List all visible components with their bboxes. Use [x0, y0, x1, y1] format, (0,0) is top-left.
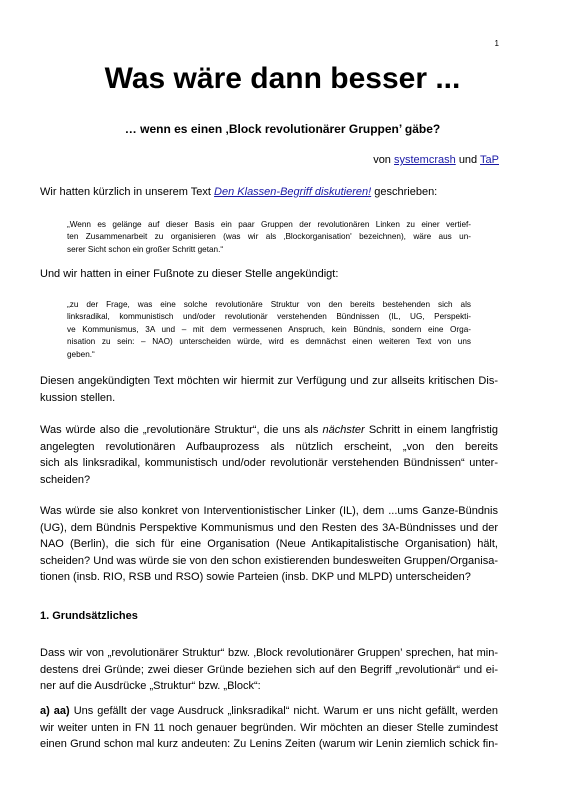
konkret-line: (UG), dem Bündnis Perspektive Kommunismus und den Resten des 3A-Bündnisses und der	[40, 521, 498, 534]
intro-paragraph	[40, 184, 498, 201]
announce-line: kussion stellen.	[40, 391, 116, 404]
struktur-line-1	[40, 422, 498, 439]
announce-paragraph	[40, 373, 498, 406]
quote-1	[67, 219, 471, 256]
quote-2-line: geben.“	[67, 349, 95, 359]
intro-text-after: geschrieben:	[374, 186, 438, 198]
struktur-paragraph	[40, 422, 498, 488]
footnote-paragraph: Und wir hatten in einer Fußnote zu dieser Stelle angekündigt:	[40, 268, 339, 280]
quote-1-line: „Wenn es gelänge auf dieser Basis ein paar Gruppen der revolutionären Linken zu einer vertief-	[67, 220, 471, 229]
gruende-line: Dass wir von „revolutionärer Struktur“ bzw. ‚Block revolutionärer Gruppen’ sprechen, hat min-	[40, 647, 498, 659]
intro-text-before: Wir hatten kürzlich in unserem Text	[40, 186, 211, 198]
section-heading-grundsaetzliches: 1. Grundsätzliches	[40, 610, 138, 622]
byline	[373, 154, 499, 166]
announce-line: Diesen angekündigten Text möchten wir hiermit zur Verfügung und zur allseits kritischen Dis-	[40, 375, 498, 387]
struktur-line-3: sich als linksradikal, kommunistisch und/oder revolutionär verstehenden Bündnissen“ unter-	[40, 457, 498, 469]
quote-2	[67, 299, 471, 361]
quote-1-line: serer Sicht schon ein großer Schritt getan.“	[67, 244, 224, 254]
emphasis-naechster: nächster	[322, 424, 365, 436]
subtitle: … wenn es einen ‚Block revolutionärer Gruppen’ gäbe?	[124, 122, 441, 136]
aa-line-2: wir weiter unten in FN 11 noch genauer begründen. Wir möchten an dieser Stelle zumindest	[40, 721, 498, 734]
page-number: 1	[494, 39, 499, 48]
author-link-tap[interactable]: TaP	[480, 154, 499, 166]
aa-line-3: einen Grund schon mal kurz andeuten: Zu Lenins Zeiten (warum wir Lenin ziemlich schick fin-	[40, 738, 498, 750]
gruende-paragraph	[40, 645, 498, 695]
page-title: Was wäre dann besser ...	[104, 62, 461, 95]
quote-2-line: nisation zu sein: – NAO) unterscheiden würde, wird es demnächst einen weiteren Text von uns	[67, 337, 471, 347]
aa-text-1: Uns gefällt der vage Ausdruck „linksradikal“ nicht. Warum er uns nicht gefällt, werden	[73, 705, 498, 717]
konkret-line: scheiden? Und was würde sie von den schon existierenden bundesweiten Gruppen/Organisa-	[40, 554, 498, 567]
quote-2-line: „zu der Frage, was eine solche revolutionäre Struktur von den bereits bestehenden sich als	[67, 300, 471, 309]
struktur-line-2: angelegten revolutionären Aufbauprozess als nützlich erscheint, „von den bereits	[40, 440, 498, 453]
article-link[interactable]: Den Klassen-Begriff diskutieren!	[214, 186, 372, 198]
konkret-line: NAO (Berlin), die sich für eine Organisation (Neue Antikapitalistische Organisation) hält,	[40, 538, 498, 550]
struktur-text-b: Schritt in einem langfristig	[368, 424, 498, 436]
konkret-line: tionen (insb. RIO, RSB und RSO) sowie Parteien (insb. DKP und MLPD) unterscheiden?	[40, 571, 471, 583]
struktur-line-4: scheiden?	[40, 473, 91, 486]
author-link-systemcrash[interactable]: systemcrash	[394, 154, 456, 166]
konkret-line: Was würde sie also konkret von Interventionistischer Linker (IL), dem ...ums Ganze-Bündnis	[40, 505, 498, 517]
aa-line-1	[40, 703, 498, 720]
aa-paragraph	[40, 703, 498, 753]
struktur-text-a: Was würde also die „revolutionäre Struktur“, die uns als	[40, 424, 319, 436]
byline-conjunction: und	[458, 154, 478, 166]
konkret-paragraph	[40, 503, 498, 586]
quote-2-line: ve Kommunismus, 3A und – mit dem vermessenen Anspruch, kein Bündnis, sondern eine Orga-	[67, 324, 471, 334]
quote-2-line: linksradikal, kommunistisch und/oder revolutionär verstehenden Bündnissen (IL, UG, Perspekti-	[67, 312, 471, 322]
quote-1-line: ten Zusammenarbeit zu organisieren (was wir als ‚Blockorganisation' bezeichnen), wäre aus un-	[67, 232, 471, 242]
byline-prefix: von	[373, 154, 391, 166]
gruende-line: destens drei Gründe; zwei dieser Gründe beziehen sich auf den Begriff „revolutionär“ und ei-	[40, 663, 498, 676]
aa-label: a) aa)	[40, 705, 70, 717]
gruende-line: ner auf die Ausdrücke „Struktur“ bzw. „Block“:	[40, 680, 261, 692]
